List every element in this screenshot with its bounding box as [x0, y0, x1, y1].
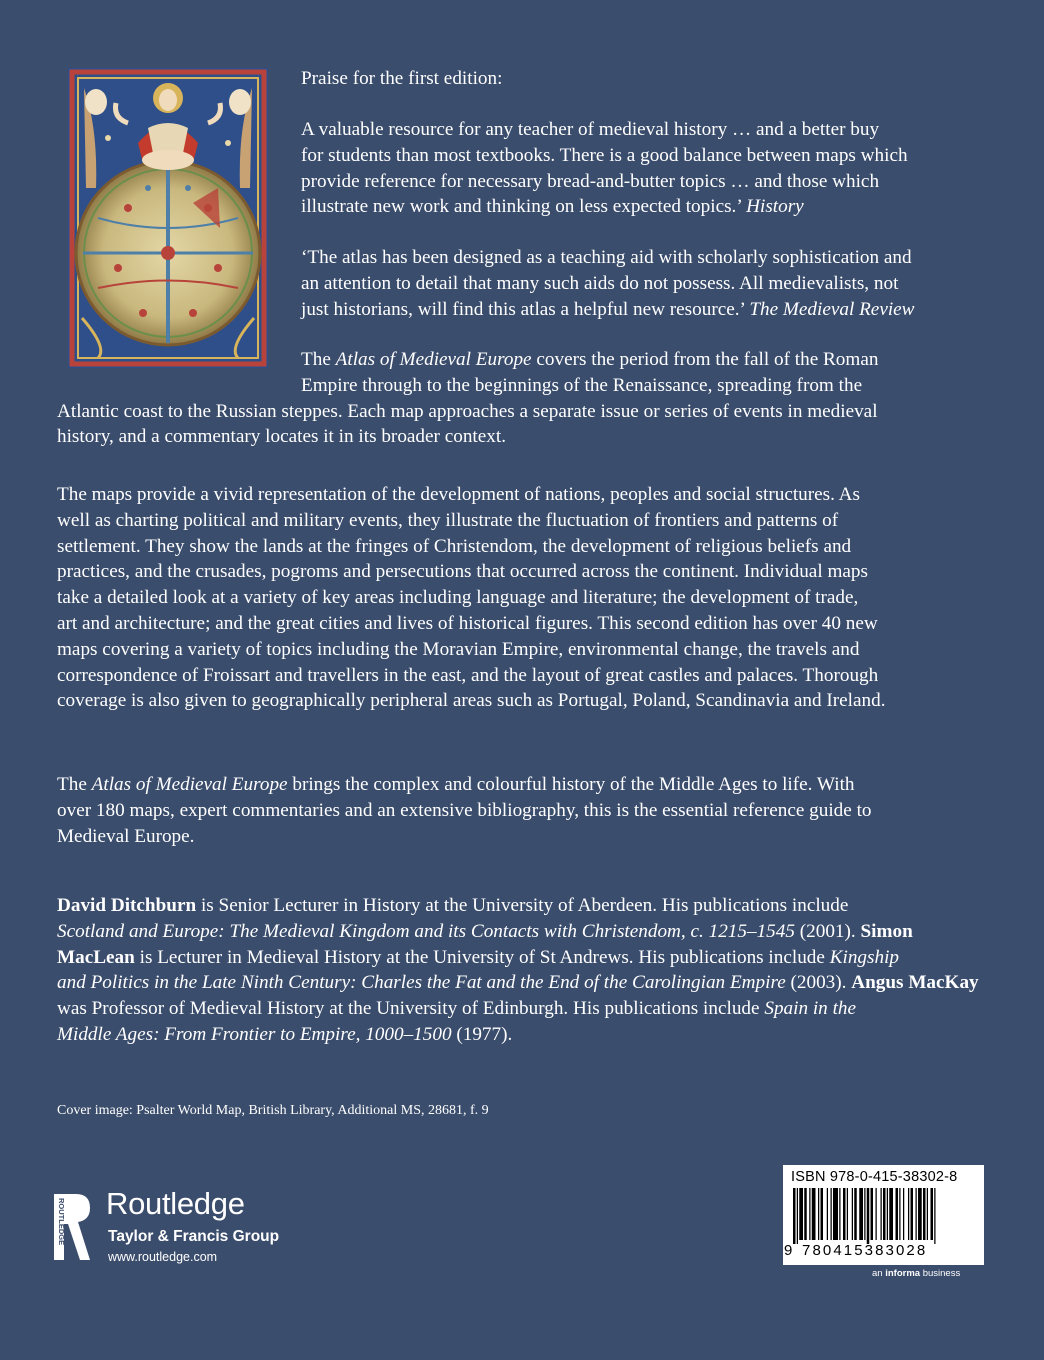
quote-line: illustrate new work and thinking on less expected topics.’	[301, 196, 747, 218]
barcode-bar	[927, 1188, 928, 1240]
barcode-bar	[934, 1188, 935, 1244]
author-name: Simon	[860, 920, 913, 942]
barcode-bar	[847, 1188, 848, 1240]
authors-paragraph	[57, 893, 979, 1048]
barcode-bar	[876, 1188, 877, 1240]
barcode-bar	[903, 1188, 904, 1240]
body-line: well as charting political and military events, they illustrate the fluctuation of frontiers and patterns of	[57, 509, 839, 531]
psalter-world-map-image	[68, 68, 268, 368]
summary-text: Medieval Europe.	[57, 825, 195, 847]
author-name: Angus MacKay	[851, 972, 979, 994]
barcode-bar	[797, 1188, 798, 1244]
author-book: Scotland and Europe: The Medieval Kingdom and its Contacts with Christendom, c. 1215–1545	[57, 920, 795, 942]
body-line: settlement. They show the lands at the fringes of Christendom, the development of religious beliefs and	[57, 535, 852, 557]
routledge-r-icon	[52, 1192, 92, 1262]
barcode-bar	[887, 1188, 888, 1240]
body-line: coverage is also given to geographically peripheral areas such as Portugal, Poland, Scandinavia and Ireland.	[57, 690, 886, 712]
body-line: art and architecture; and the great cities and lives of historical figures. This second edition has over 40 new	[57, 612, 878, 634]
publisher-name: Routledge	[106, 1186, 245, 1221]
barcode-bar	[899, 1188, 900, 1240]
praise-quote-medieval-review	[301, 245, 914, 322]
publisher-url[interactable]: www.routledge.com	[108, 1250, 218, 1264]
summary-text: brings the complex and colourful history of the Middle Ages to life. With	[287, 774, 855, 795]
author-bio: was Professor of Medieval History at the University of Edinburgh. His publications include	[57, 998, 765, 1020]
barcode-bar	[839, 1188, 840, 1240]
praise-heading-text: Praise for the first edition:	[301, 68, 503, 89]
barcode-bar	[918, 1188, 922, 1240]
quote-line: A valuable resource for any teacher of medieval history … and a better buy	[301, 119, 880, 140]
cover-image-credit: Cover image: Psalter World Map, British Library, Additional MS, 28681, f. 9	[57, 1103, 489, 1118]
informa-prefix: an	[872, 1268, 886, 1279]
barcode-bar	[854, 1188, 857, 1240]
body-line: The maps provide a vivid representation of the development of nations, peoples and social structures. As	[57, 484, 860, 505]
barcode-bar	[827, 1188, 828, 1240]
barcode-bar	[923, 1188, 926, 1240]
barcode-bar	[843, 1188, 846, 1240]
barcode-lead-digit: 9	[784, 1242, 793, 1259]
author-bio: is Lecturer in Medieval History at the University of St Andrews. His publications include	[134, 946, 830, 968]
barcode-bar	[881, 1188, 882, 1240]
barcode-bar	[911, 1188, 914, 1240]
barcode-bar	[859, 1188, 863, 1240]
informa-brand: informa	[885, 1268, 921, 1279]
barcode-bar	[883, 1188, 886, 1240]
praise-quote-history	[301, 117, 908, 220]
author-year: (2003).	[785, 972, 852, 994]
barcode-bar	[852, 1188, 853, 1240]
barcode-digits: 780415383028	[802, 1242, 928, 1259]
body-line: correspondence of Froissart and travellers in the east, and the layout of great castles and palaces. Thorough	[57, 664, 879, 686]
quote-line: an attention to detail that many such aids do not possess. All medievalists, not	[301, 272, 899, 294]
barcode-bar	[793, 1188, 796, 1244]
barcode-bar	[864, 1188, 865, 1240]
author-name: MacLean	[57, 946, 135, 968]
barcode-bar	[821, 1188, 824, 1240]
book-title: Atlas of Medieval Europe	[91, 774, 288, 795]
body-line: maps covering a variety of topics including the Moravian Empire, environmental change, the travels and	[57, 638, 860, 660]
intro-text: Empire through to the beginnings of the Renaissance, spreading from the	[301, 374, 863, 396]
summary-text: The	[57, 774, 92, 795]
author-name: David Ditchburn	[57, 895, 197, 916]
isbn-barcode	[783, 1165, 984, 1265]
barcode-bar	[889, 1188, 893, 1240]
quote-line: for students than most textbooks. There is a good balance between maps which	[301, 144, 908, 166]
author-year: (2001).	[794, 920, 861, 942]
barcode-bar	[867, 1188, 870, 1244]
quote-line: provide reference for necessary bread-and-butter topics … and those which	[301, 170, 880, 192]
intro-text: covers the period from the fall of the Roman	[531, 349, 879, 370]
body-line: take a detailed look at a variety of key areas including language and literature; the development of trade,	[57, 587, 859, 609]
summary-text: over 180 maps, expert commentaries and an extensive bibliography, this is the essential reference guide to	[57, 799, 872, 821]
summary-paragraph	[57, 772, 872, 849]
routledge-vertical-text: ROUTLEDGE	[57, 1198, 66, 1246]
intro-text: history, and a commentary locates it in its broader context.	[57, 426, 506, 448]
author-book: Middle Ages: From Frontier to Empire, 1000–1500	[57, 1023, 452, 1045]
barcode-bar	[812, 1188, 816, 1240]
barcode-bar	[818, 1188, 819, 1240]
author-book: Spain in the	[764, 998, 857, 1020]
intro-paragraph	[57, 347, 878, 450]
author-bio: is Senior Lecturer in History at the University of Aberdeen. His publications include	[196, 895, 849, 916]
barcode-bar	[931, 1188, 934, 1240]
routledge-logo	[52, 1188, 312, 1272]
isbn-number: ISBN 978-0-415-38302-8	[791, 1169, 958, 1185]
author-book: Kingship	[829, 946, 900, 968]
barcode-bar	[804, 1188, 807, 1240]
informa-suffix: business	[920, 1268, 961, 1279]
body-line: practices, and the crusades, pogroms and persecutions that occurred across the continent. Individual maps	[57, 561, 868, 583]
praise-heading	[301, 66, 502, 92]
intro-text: The	[301, 349, 336, 370]
publisher-group: Taylor & Francis Group	[108, 1228, 280, 1245]
quote-line: ‘The atlas has been designed as a teaching aid with scholarly sophistication and	[301, 247, 912, 268]
barcode-bar	[799, 1188, 803, 1240]
author-book: and Politics in the Late Ninth Century: Charles the Fat and the End of the Carolingian Empire	[57, 972, 786, 994]
maps-paragraph	[57, 482, 886, 714]
quote-source: History	[746, 196, 804, 218]
barcode-bar	[916, 1188, 917, 1240]
barcode-bars	[793, 1188, 977, 1244]
book-title: Atlas of Medieval Europe	[335, 349, 532, 370]
barcode-bar	[871, 1188, 874, 1240]
barcode-bar	[833, 1188, 838, 1240]
quote-line: just historians, will find this atlas a helpful new resource.’	[301, 298, 750, 320]
author-year: (1977).	[451, 1023, 513, 1045]
barcode-bar	[809, 1188, 810, 1240]
informa-business-tag	[872, 1268, 960, 1280]
intro-text: Atlantic coast to the Russian steppes. Each map approaches a separate issue or series of events in medieval	[57, 400, 878, 422]
barcode-bar	[896, 1188, 899, 1240]
quote-source: The Medieval Review	[749, 298, 915, 320]
barcode-bar	[908, 1188, 909, 1240]
barcode-bar	[831, 1188, 832, 1240]
